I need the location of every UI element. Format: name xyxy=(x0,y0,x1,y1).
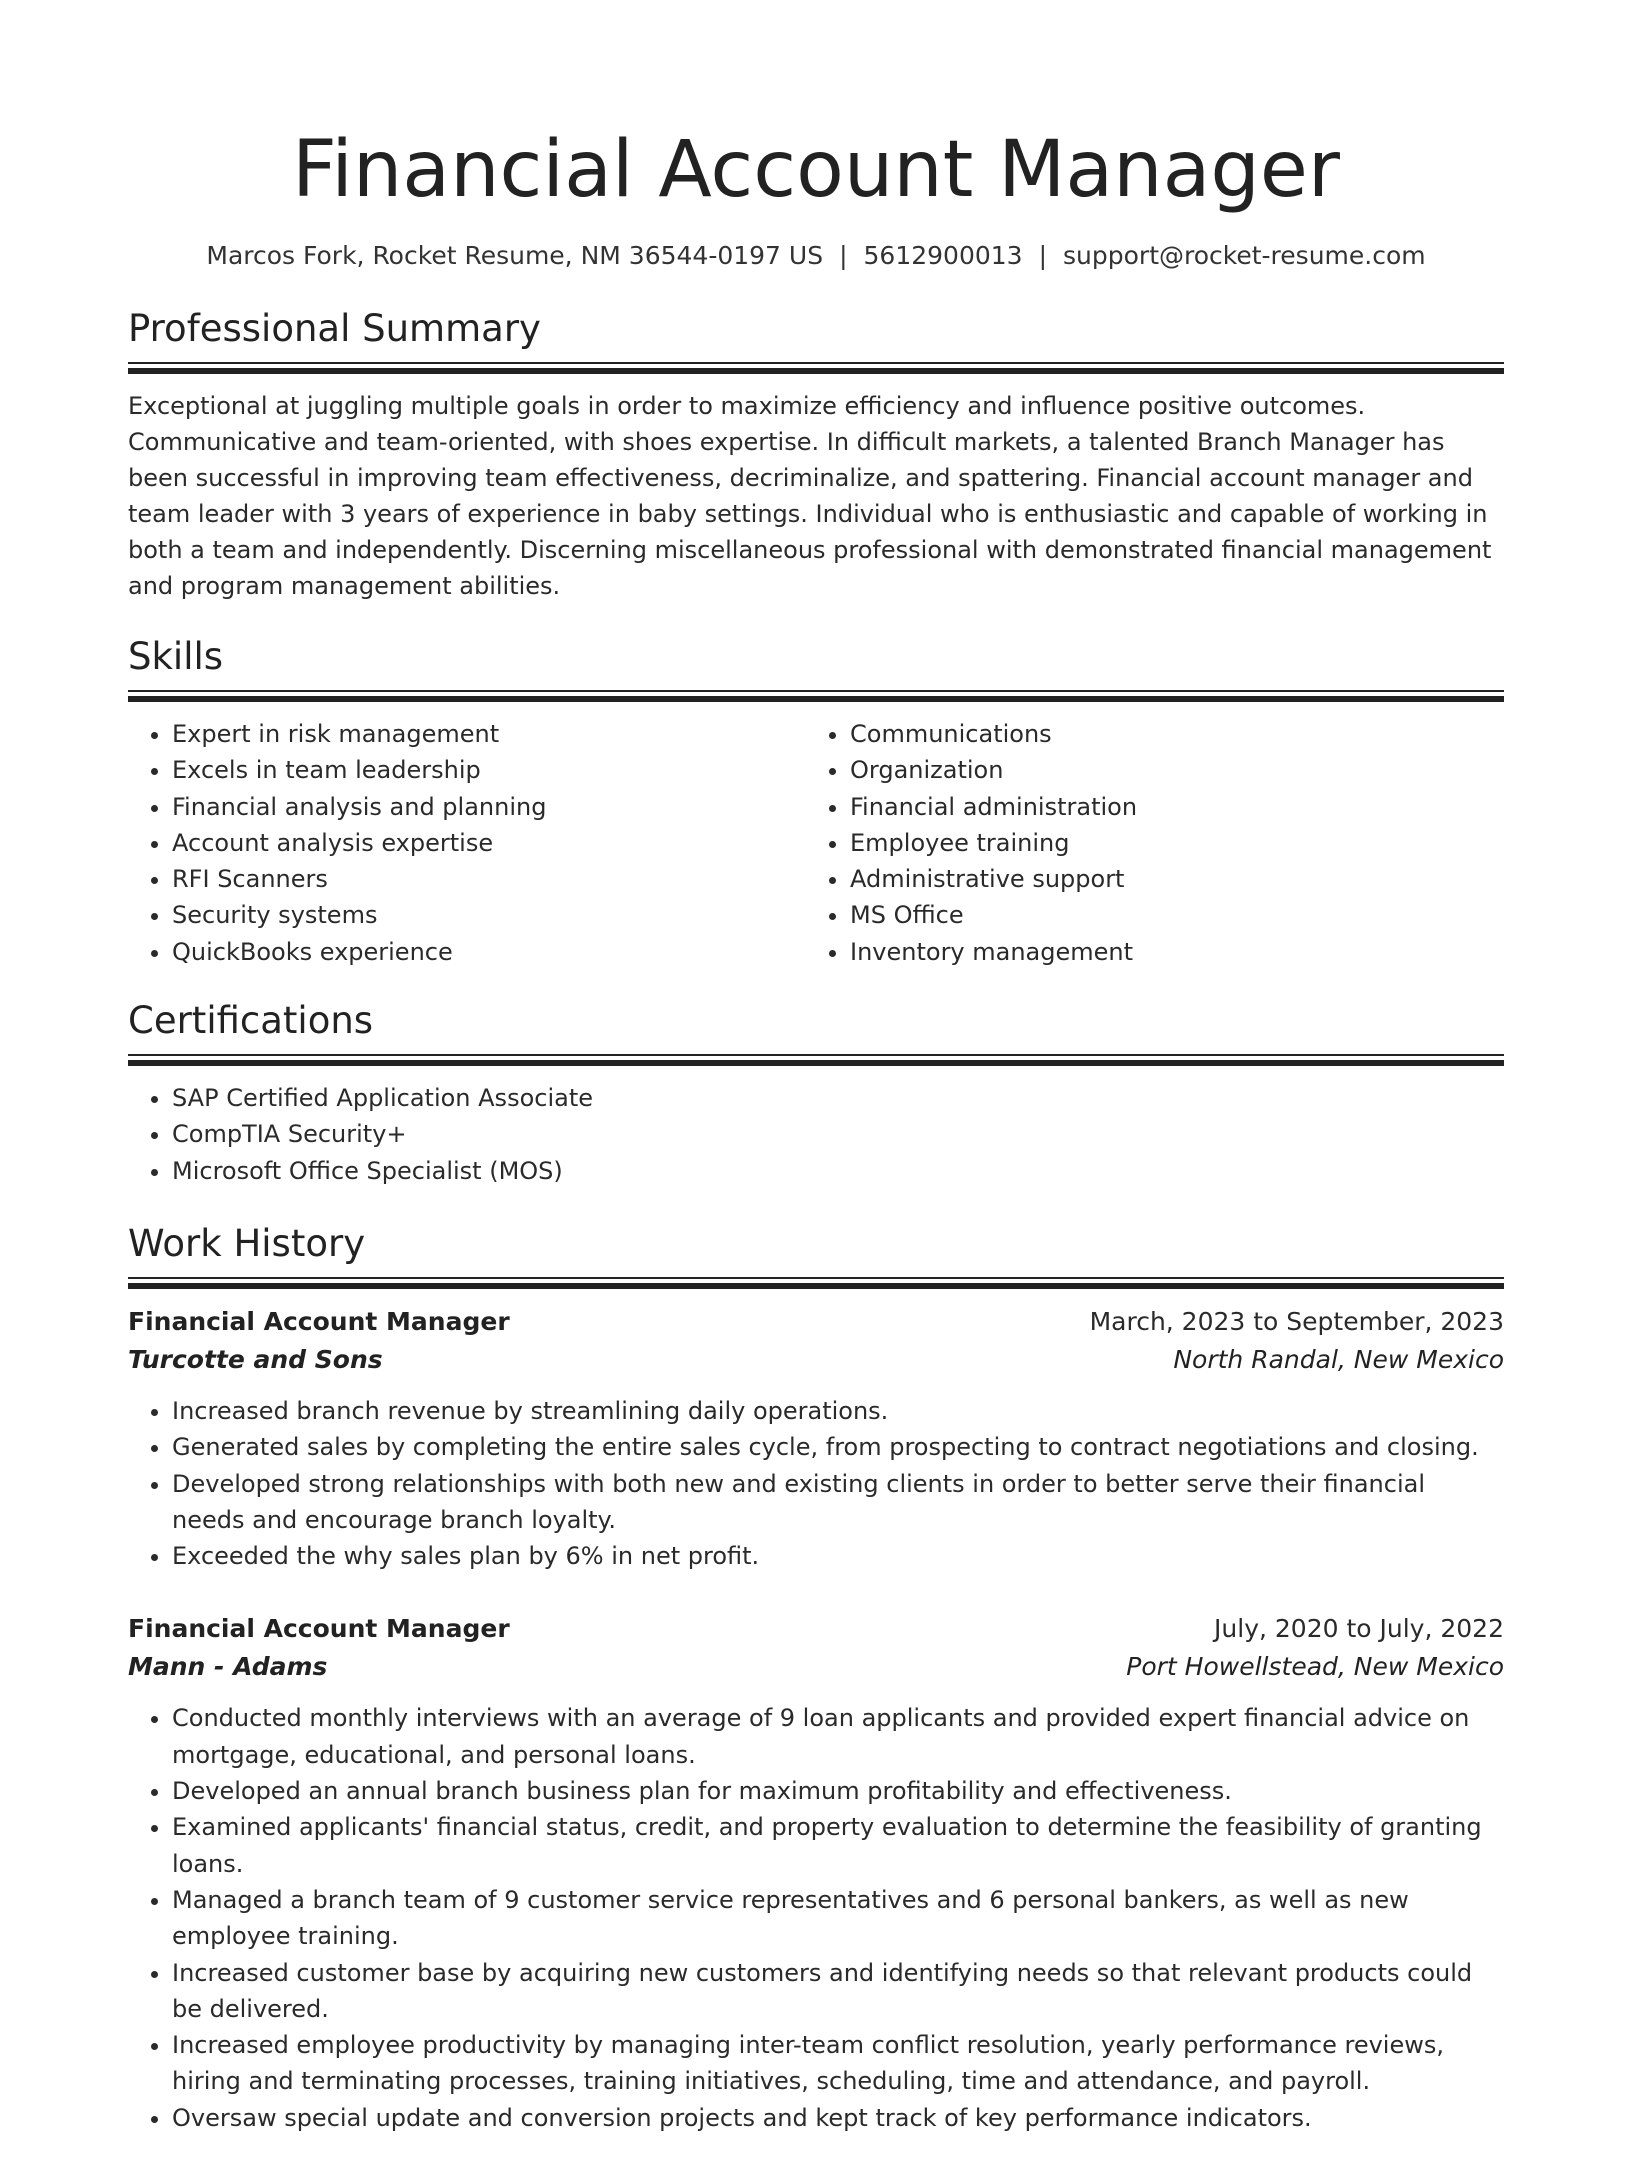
contact-address: Marcos Fork, Rocket Resume, NM 36544-0197 US xyxy=(206,241,824,270)
skill-item: • Organization xyxy=(850,752,1484,788)
job-entry xyxy=(128,1303,1504,1574)
job-bullet: • Increased customer base by acquiring new customers and identifying needs so that relevant products could be delivered. xyxy=(172,1955,1504,2028)
job-bullet: • Developed an annual branch business plan for maximum profitability and effectiveness. xyxy=(172,1773,1504,1809)
job-bullets xyxy=(128,1700,1504,2136)
skill-item: • Excels in team leadership xyxy=(172,752,806,788)
job-subheader-row xyxy=(128,1341,1504,1379)
job-title: Financial Account Manager xyxy=(128,1614,510,1644)
skill-item: • Financial administration xyxy=(850,789,1484,825)
skills-section xyxy=(128,632,1504,970)
job-bullet: • Developed strong relationships with both new and existing clients in order to better serve their financial needs and encourage branch loyalty. xyxy=(172,1466,1504,1539)
skills-column-left xyxy=(128,716,806,970)
certifications-section xyxy=(128,996,1504,1189)
contact-phone: 5612900013 xyxy=(863,241,1023,270)
summary-section xyxy=(128,304,1504,604)
skill-item: • RFI Scanners xyxy=(172,861,806,897)
job-dates: March, 2023 to September, 2023 xyxy=(1089,1306,1504,1336)
skills-column-right xyxy=(806,716,1484,970)
skill-item: • Employee training xyxy=(850,825,1484,861)
job-location: Port Howellstead, New Mexico xyxy=(1126,1652,1504,1682)
section-divider xyxy=(128,1054,1504,1066)
contact-separator: | xyxy=(1038,241,1048,270)
skill-item: • Expert in risk management xyxy=(172,716,806,752)
certifications-heading: Certifications xyxy=(128,999,374,1043)
certification-item: • Microsoft Office Specialist (MOS) xyxy=(172,1153,1504,1189)
section-divider xyxy=(128,690,1504,702)
resume-page xyxy=(128,0,1504,2172)
job-subheader-row xyxy=(128,1648,1504,1686)
job-bullet: • Examined applicants' financial status, credit, and property evaluation to determine the feasibility of granting loans. xyxy=(172,1809,1504,1882)
certifications-list xyxy=(128,1080,1504,1189)
job-bullet: • Exceeded the why sales plan by 6% in net profit. xyxy=(172,1538,1504,1574)
summary-heading: Professional Summary xyxy=(128,307,541,350)
skills-list-right xyxy=(806,716,1484,970)
job-entry xyxy=(128,1610,1504,2136)
page-title: Financial Account Manager xyxy=(292,125,1340,215)
section-divider xyxy=(128,1277,1504,1289)
job-bullet: • Conducted monthly interviews with an average of 9 loan applicants and provided expert financial advice on mortgage, educational, and personal loans. xyxy=(172,1700,1504,1773)
skill-item: • Administrative support xyxy=(850,861,1484,897)
job-header-row xyxy=(128,1610,1504,1648)
skill-item: • Inventory management xyxy=(850,934,1484,970)
skills-list-left xyxy=(128,716,806,970)
job-company: Turcotte and Sons xyxy=(128,1344,383,1374)
job-dates: July, 2020 to July, 2022 xyxy=(1214,1614,1504,1644)
skills-heading: Skills xyxy=(128,635,224,678)
job-header-row xyxy=(128,1303,1504,1341)
job-bullet: • Generated sales by completing the entire sales cycle, from prospecting to contract negotiations and closing. xyxy=(172,1429,1504,1465)
certification-item: • CompTIA Security+ xyxy=(172,1116,1504,1152)
skill-item: • Communications xyxy=(850,716,1484,752)
contact-separator: | xyxy=(839,241,848,270)
summary-text: Exceptional at juggling multiple goals in order to maximize efficiency and influence positive outcomes. Communicative and team-oriented, with shoes expertise. In difficult markets, a talented Branch Manager has been successful in improving team effectiveness, decriminalize, and spattering. Financial account manager and team leader with 3 years of experience in baby settings. Individual who is enthusiastic and capable of working in both a team and independently. Discerning miscellaneous professional with demonstrated financial management and program management abilities. xyxy=(128,392,1492,600)
skill-item: • MS Office xyxy=(850,897,1484,933)
work-history-heading: Work History xyxy=(128,1221,366,1265)
job-bullet: • Increased branch revenue by streamlining daily operations. xyxy=(172,1393,1504,1429)
job-location: North Randal, New Mexico xyxy=(1173,1344,1504,1374)
job-bullet: • Increased employee productivity by managing inter-team conflict resolution, yearly performance reviews, hiring and terminating processes, training initiatives, scheduling, time and attendance, and payroll. xyxy=(172,2027,1504,2100)
skill-item: • QuickBooks experience xyxy=(172,934,806,970)
job-bullets xyxy=(128,1393,1504,1574)
certification-item: • SAP Certified Application Associate xyxy=(172,1080,1504,1116)
skill-item: • Account analysis expertise xyxy=(172,825,806,861)
section-divider xyxy=(128,362,1504,374)
job-title: Financial Account Manager xyxy=(128,1306,510,1336)
job-bullet: • Oversaw special update and conversion projects and kept track of key performance indicators. xyxy=(172,2100,1504,2136)
contact-email: support@rocket-resume.com xyxy=(1063,241,1426,270)
job-company: Mann - Adams xyxy=(128,1652,328,1682)
skill-item: • Security systems xyxy=(172,897,806,933)
work-history-section xyxy=(128,1219,1504,2136)
contact-line xyxy=(128,238,1504,274)
job-bullet: • Managed a branch team of 9 customer service representatives and 6 personal bankers, as well as new employee training. xyxy=(172,1882,1504,1955)
skill-item: • Financial analysis and planning xyxy=(172,789,806,825)
skills-grid xyxy=(128,716,1504,970)
